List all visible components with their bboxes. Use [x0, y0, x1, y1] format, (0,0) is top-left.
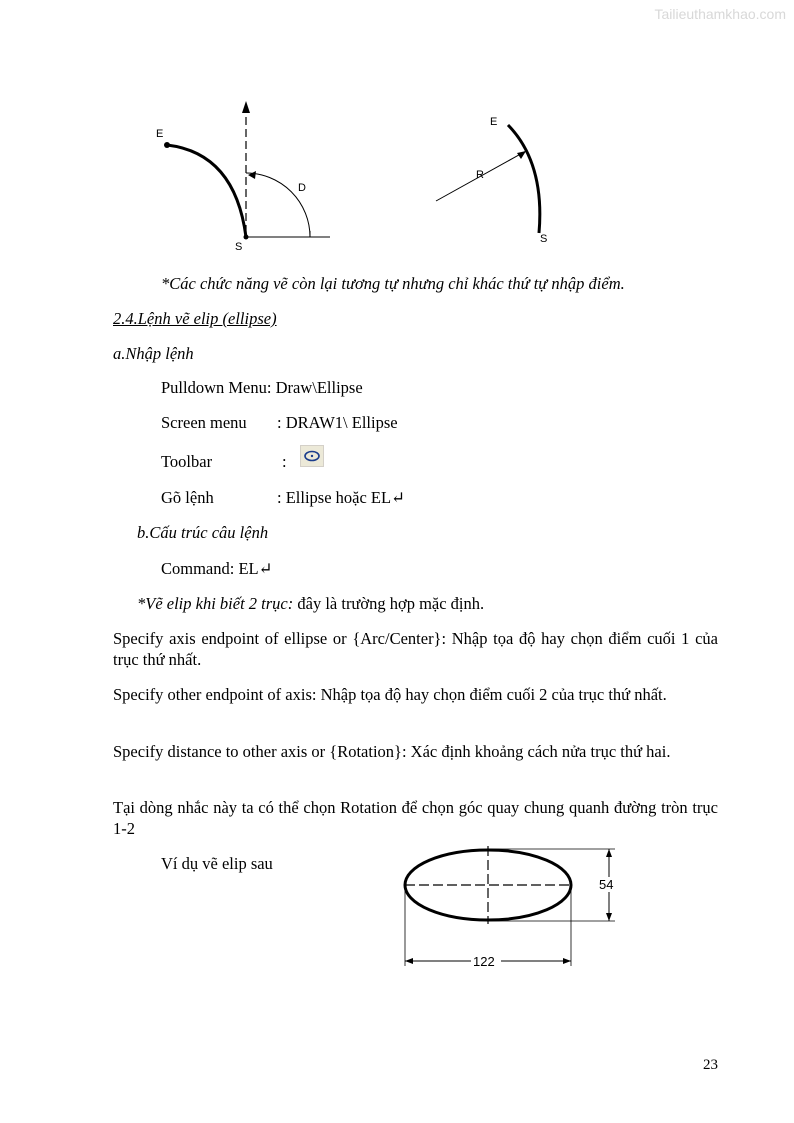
default-case-text: đây là trường hợp mặc định. [293, 594, 485, 613]
prompt-distance: Specify distance to other axis or {Rotation}: Xác định khoảng cách nửa trục thứ hai. [113, 742, 671, 761]
dim-arrow-bottom-icon [606, 913, 612, 921]
arrow-head-icon [242, 101, 250, 113]
drawn-arc-radius [508, 125, 540, 233]
subsection-a: a.Nhập lệnh [113, 344, 194, 363]
label-start-right: S [540, 233, 548, 245]
label-end-right: E [490, 116, 498, 128]
default-case-line [137, 593, 484, 614]
default-case-heading: *Vẽ elip khi biết 2 trục: [137, 594, 294, 613]
toolbar-colon: : [282, 452, 287, 471]
drawn-arc [167, 145, 246, 237]
example-label: Ví dụ vẽ elip sau [161, 854, 273, 873]
typed-command-label: Gõ lệnh [161, 488, 214, 507]
arc-figure-radius [436, 116, 547, 245]
label-direction: D [298, 182, 306, 194]
label-start: S [235, 241, 243, 253]
ellipse-icon [301, 446, 323, 466]
dim-arrow-left-icon [405, 958, 413, 964]
radius-arrow-icon [517, 151, 526, 159]
prompt-rotation-note: Tại dòng nhắc này ta có thể chọn Rotation để chọn góc quay chung quanh đường tròn trục 1-2 [113, 798, 718, 838]
label-radius: R [476, 169, 484, 181]
command-line: Command: EL↵ [161, 559, 273, 578]
start-point [244, 235, 249, 240]
direction-arrow-icon [248, 171, 256, 179]
toolbar-label: Toolbar [161, 452, 213, 471]
label-end: E [156, 128, 164, 140]
page-number: 23 [703, 1057, 718, 1073]
screen-menu-value: : DRAW1\ Ellipse [277, 413, 398, 432]
end-point [164, 142, 170, 148]
prompt-axis-endpoint: Specify axis endpoint of ellipse or {Arc/Center}: Nhập tọa độ hay chọn điểm cuối 1 của trục thứ nhất. [113, 629, 718, 669]
typed-command-value: : Ellipse hoặc EL↵ [277, 488, 405, 507]
screen-menu-label: Screen menu [161, 413, 247, 432]
height-dimension-label: 54 [599, 877, 614, 892]
note: *Các chức năng vẽ còn lại tương tự nhưng chỉ khác thứ tự nhập điểm. [161, 274, 625, 293]
arc-figure-direction [156, 101, 330, 253]
prompt-other-endpoint: Specify other endpoint of axis: Nhập tọa độ hay chọn điểm cuối 2 của trục thứ nhất. [113, 685, 667, 704]
ellipse-tool-icon [300, 445, 324, 467]
dim-arrow-right-icon [563, 958, 571, 964]
pulldown-menu-line: Pulldown Menu: Draw\Ellipse [161, 378, 363, 397]
ellipse-figure [395, 838, 625, 974]
section-title: 2.4.Lệnh vẽ elip (ellipse) [113, 309, 277, 328]
arc-figures [140, 95, 580, 255]
watermark: Tailieuthamkhao.com [654, 6, 786, 22]
width-dimension-label: 122 [473, 954, 495, 969]
dim-arrow-top-icon [606, 849, 612, 857]
subsection-b: b.Cấu trúc câu lệnh [137, 523, 269, 542]
